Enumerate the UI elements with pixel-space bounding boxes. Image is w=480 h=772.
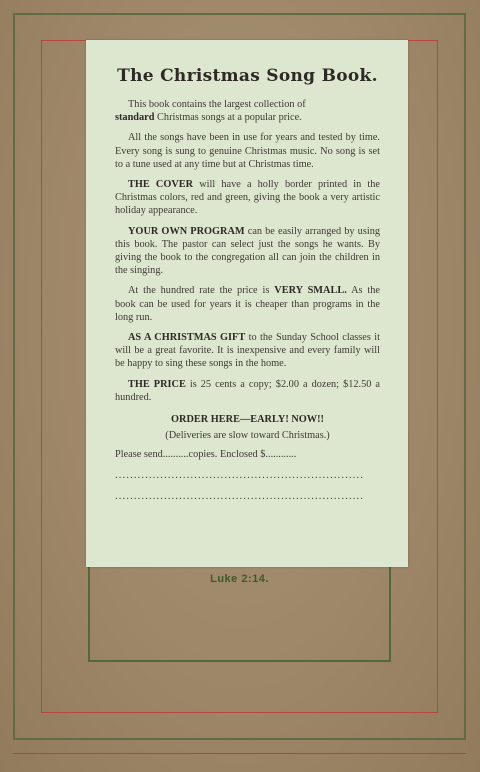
program-heading: YOUR OWN PROGRAM xyxy=(128,225,245,237)
insert-title: The Christmas Song Book. xyxy=(117,66,378,86)
bottom-rule xyxy=(13,753,466,754)
advertisement-insert xyxy=(86,40,408,567)
order-note: (Deliveries are slow toward Christmas.) xyxy=(165,430,330,442)
price-heading: THE PRICE xyxy=(128,378,186,390)
rate-text: At the hundred rate the price is xyxy=(128,285,275,297)
cover-heading: THE COVER xyxy=(128,179,194,191)
paragraph-cover xyxy=(115,178,380,218)
paragraph-program xyxy=(115,225,380,278)
intro-emphasis: standard xyxy=(115,112,155,124)
paragraph-gift xyxy=(115,331,380,371)
order-form-line-3[interactable]: .................................................................. xyxy=(115,491,365,503)
intro-text: This book contains the largest collection of xyxy=(128,99,306,110)
intro-text-end: Christmas songs at a popular price. xyxy=(154,112,302,124)
program-text: can be easily arranged by using this book. The pastor can select just the songs he wants. By giving the book to the congregation all can join the children in the singing. xyxy=(115,225,380,277)
cover-text: will have a holly border printed in the Christmas colors, red and green, giving the book a very artistic holiday appearance. xyxy=(115,179,380,217)
rate-text-end: As the book can be used for years it is cheaper than programs in the long run. xyxy=(115,285,381,323)
order-heading: ORDER HERE—EARLY! NOW!! xyxy=(171,414,324,426)
price-text: is 25 cents a copy; $2.00 a dozen; $12.50 a hundred. xyxy=(115,378,380,403)
paragraph-rate xyxy=(115,284,380,324)
paragraph-price xyxy=(115,378,380,404)
rate-emphasis: VERY SMALL. xyxy=(274,285,347,297)
paragraph-intro xyxy=(115,98,380,124)
bible-reference: Luke 2:14. xyxy=(210,573,269,585)
order-form-line-2[interactable]: .................................................................. xyxy=(115,470,365,482)
gift-heading: AS A CHRISTMAS GIFT xyxy=(128,332,246,344)
gift-text: to the Sunday School classes it will be a great favorite. It is inexpensive and every family will be happy to sing these songs in the home. xyxy=(115,332,380,370)
order-form-line-1[interactable]: Please send..........copies. Enclosed $............ xyxy=(115,449,297,461)
paragraph-songs: All the songs have been in use for years and tested by time. Every song is sung to genuine Christmas music. No song is set to a tune used at any time but at Christmas time. xyxy=(115,132,380,170)
